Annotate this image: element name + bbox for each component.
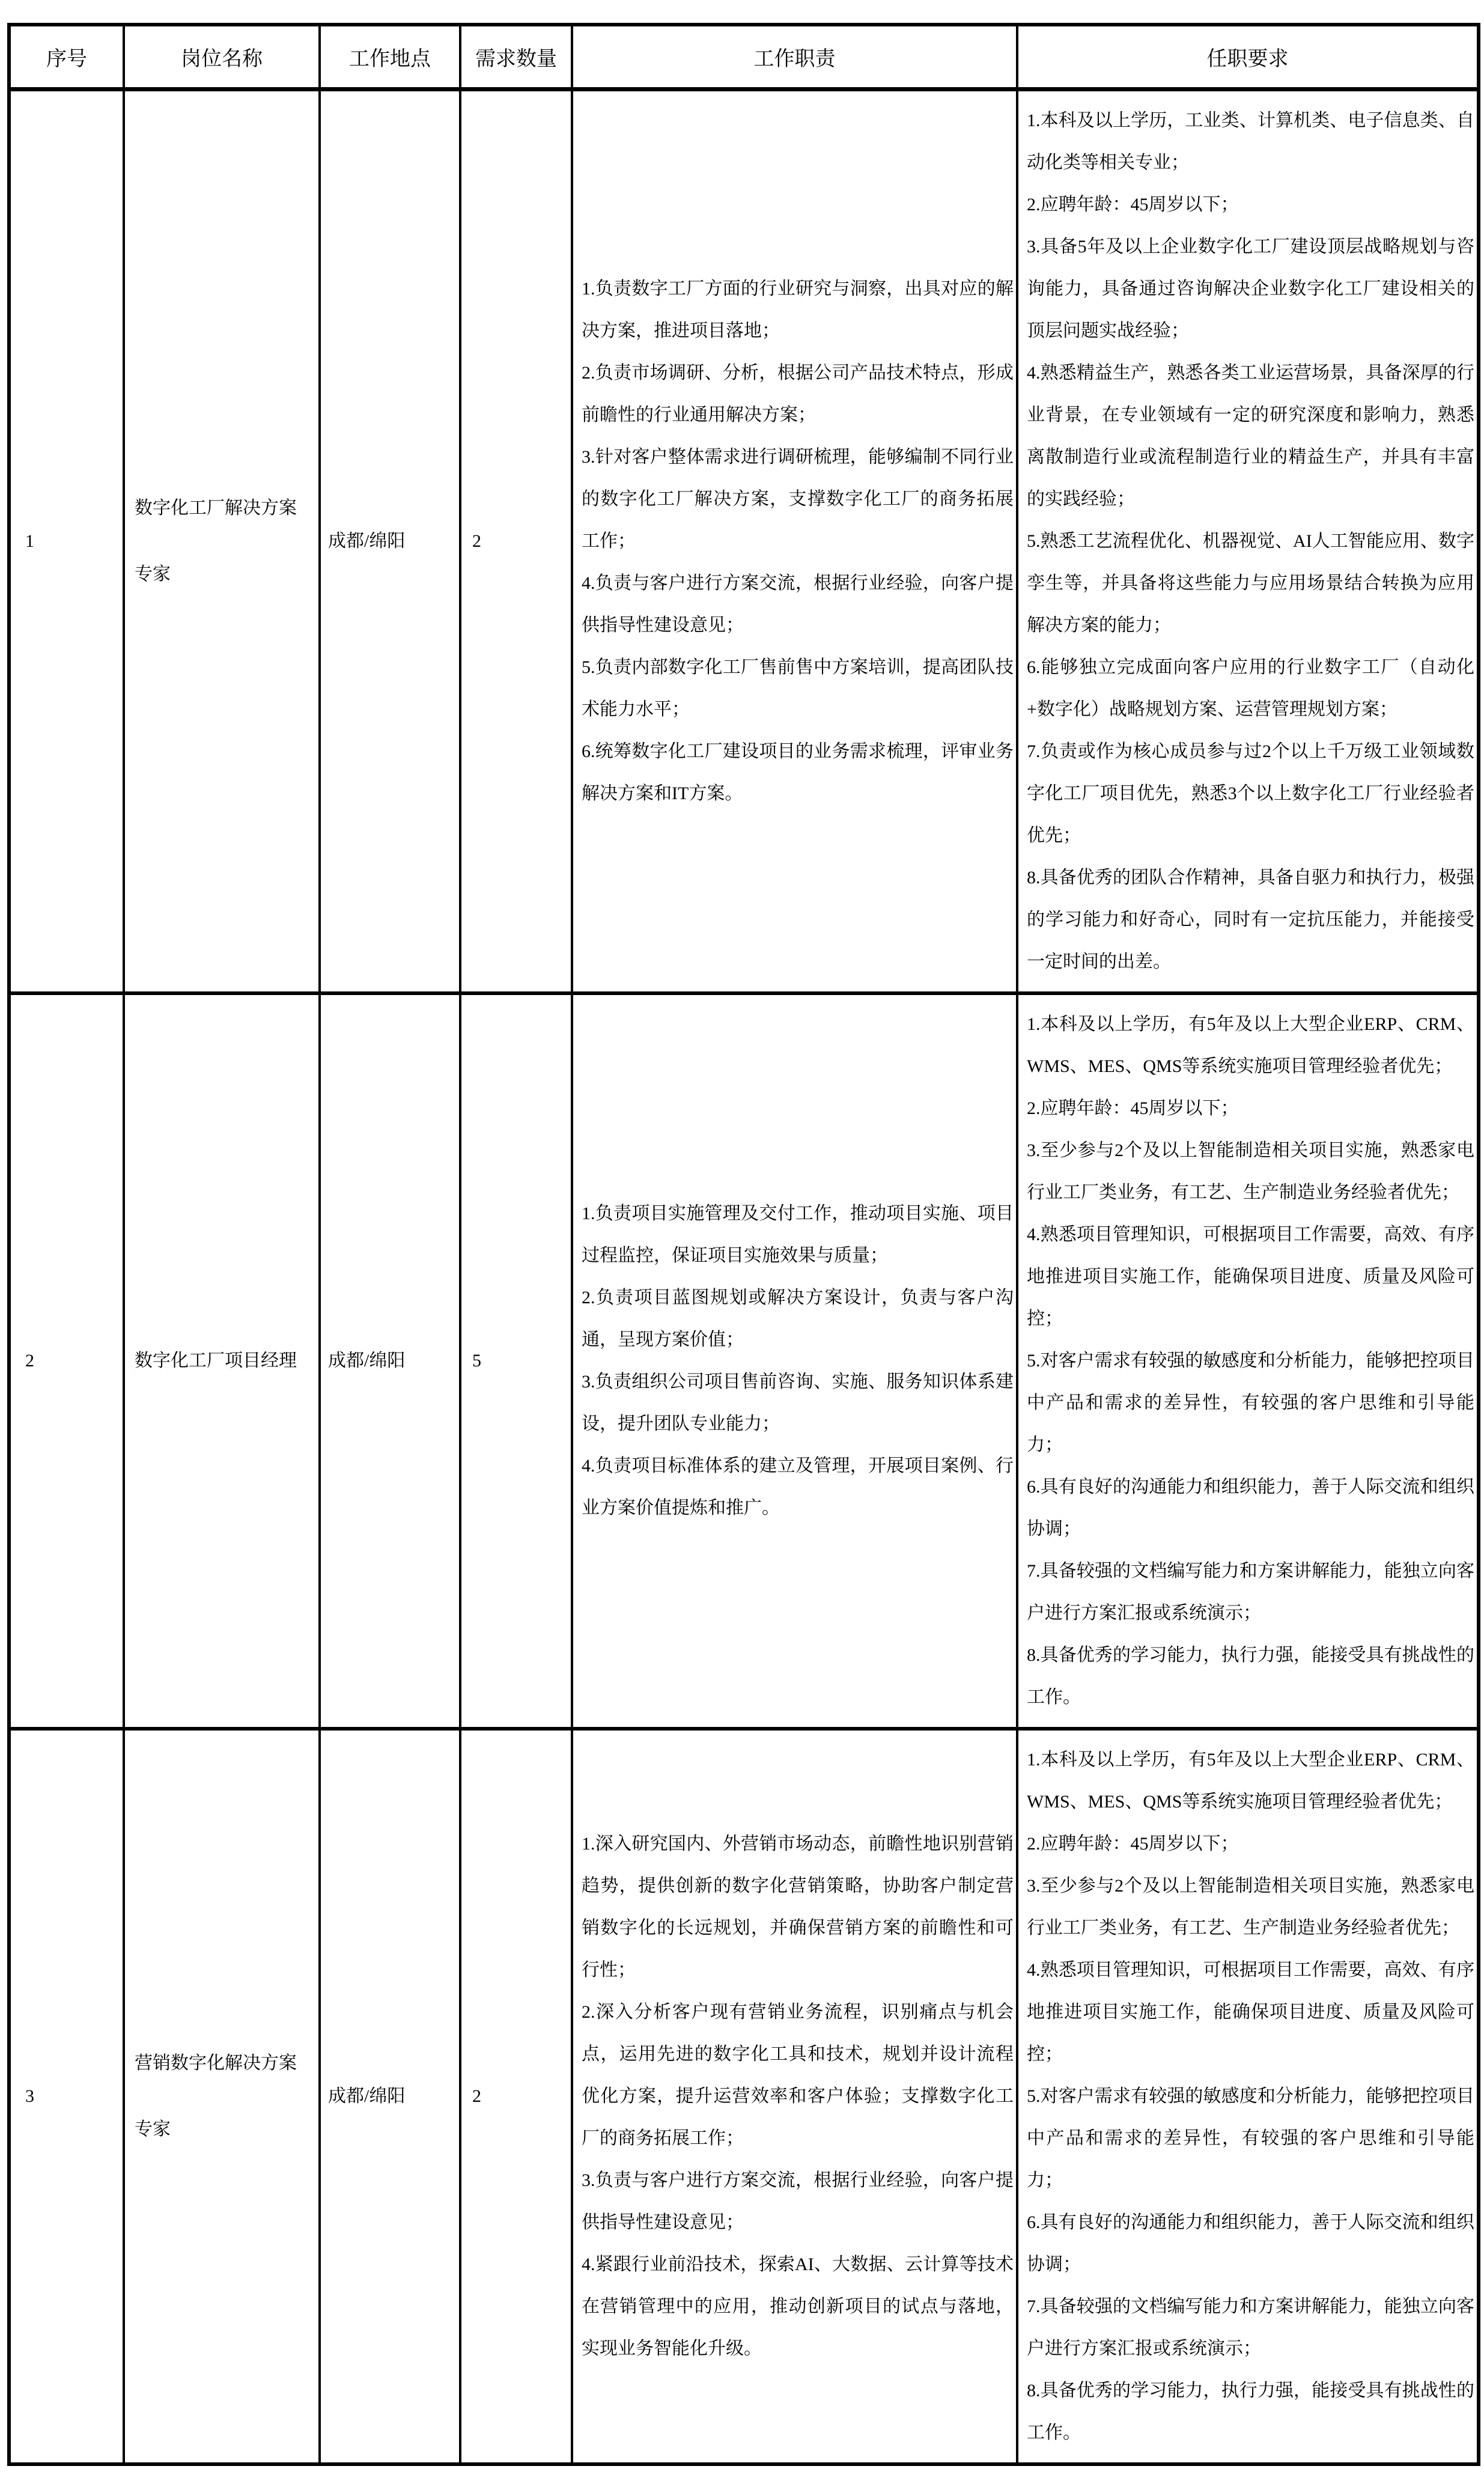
- duty-item: 2.负责市场调研、分析，根据公司产品技术特点，形成前瞻性的行业通用解决方案；: [582, 362, 1014, 425]
- table-row-2: [9, 993, 1479, 1729]
- requirement-item: 4.熟悉精益生产，熟悉各类工业运营场景，具备深厚的行业背景，在专业领域有一定的研究深度和影响力，熟悉离散制造行业或流程制造行业的精益生产，并具有丰富的实践经验；: [1027, 362, 1474, 509]
- cell-serial: 2: [9, 993, 124, 1729]
- requirement-item: 8.具备优秀的团队合作精神，具备自驱力和执行力，极强的学习能力和好奇心，同时有一定抗压能力，并能接受一定时间的出差。: [1027, 867, 1474, 972]
- cell-headcount: 2: [460, 1729, 572, 2464]
- cell-serial: 3: [9, 1729, 124, 2464]
- cell-requirements: [1017, 1729, 1479, 2464]
- requirement-item: 1.本科及以上学历，工业类、计算机类、电子信息类、自动化类等相关专业；: [1027, 110, 1474, 172]
- requirement-item: 1.本科及以上学历，有5年及以上大型企业ERP、CRM、WMS、MES、QMS等系统实施项目管理经验者优先；: [1027, 1014, 1474, 1076]
- duty-item: 4.负责与客户进行方案交流，根据行业经验，向客户提供指导性建设意见；: [582, 573, 1014, 635]
- cell-position: 营销数字化解决方案专家: [124, 1729, 320, 2464]
- cell-duties: [572, 89, 1017, 993]
- requirement-item: 7.具备较强的文档编写能力和方案讲解能力，能独立向客户进行方案汇报或系统演示；: [1027, 1560, 1474, 1623]
- cell-duties: [572, 1729, 1017, 2464]
- requirement-item: 8.具备优秀的学习能力，执行力强，能接受具有挑战性的工作。: [1027, 1645, 1474, 1707]
- duty-item: 2.负责项目蓝图规划或解决方案设计，负责与客户沟通，呈现方案价值；: [582, 1287, 1014, 1350]
- requirement-item: 8.具备优秀的学习能力，执行力强，能接受具有挑战性的工作。: [1027, 2380, 1474, 2443]
- column-header-position: 岗位名称: [124, 25, 320, 89]
- cell-headcount: 2: [460, 89, 572, 993]
- duty-item: 3.负责组织公司项目售前咨询、实施、服务知识体系建设，提升团队专业能力；: [582, 1371, 1014, 1434]
- requirement-item: 4.熟悉项目管理知识，可根据项目工作需要，高效、有序地推进项目实施工作，能确保项目进度、质量及风险可控；: [1027, 1224, 1474, 1329]
- cell-location: 成都/绵阳: [320, 1729, 460, 2464]
- requirement-item: 1.本科及以上学历，有5年及以上大型企业ERP、CRM、WMS、MES、QMS等系统实施项目管理经验者优先；: [1027, 1749, 1474, 1812]
- requirement-item: 2.应聘年龄：45周岁以下；: [1027, 194, 1239, 215]
- cell-duties: [572, 993, 1017, 1729]
- column-header-duties: 工作职责: [572, 25, 1017, 89]
- header-row: [9, 25, 1479, 89]
- requirement-item: 6.具有良好的沟通能力和组织能力，善于人际交流和组织协调；: [1027, 1476, 1474, 1539]
- job-positions-table: [7, 23, 1480, 2466]
- table-row-1: [9, 89, 1479, 993]
- column-header-requirements: 任职要求: [1017, 25, 1479, 89]
- duty-item: 2.深入分析客户现有营销业务流程，识别痛点与机会点，运用先进的数字化工具和技术，规划并设计流程优化方案，提升运营效率和客户体验；支撑数字化工厂的商务拓展工作；: [582, 2002, 1014, 2148]
- duty-item: 6.统筹数字化工厂建设项目的业务需求梳理，评审业务解决方案和IT方案。: [582, 741, 1014, 803]
- cell-requirements: [1017, 89, 1479, 993]
- requirement-item: 5.对客户需求有较强的敏感度和分析能力，能够把控项目中产品和需求的差异性，有较强的客户思维和引导能力；: [1027, 1350, 1474, 1455]
- requirement-item: 3.至少参与2个及以上智能制造相关项目实施，熟悉家电行业工厂类业务，有工艺、生产制造业务经验者优先；: [1027, 1875, 1474, 1938]
- requirement-item: 7.负责或作为核心成员参与过2个以上千万级工业领域数字化工厂项目优先，熟悉3个以上数字化工厂行业经验者优先；: [1027, 741, 1474, 845]
- requirement-item: 2.应聘年龄：45周岁以下；: [1027, 1098, 1239, 1118]
- requirement-item: 3.具备5年及以上企业数字化工厂建设顶层战略规划与咨询能力，具备通过咨询解决企业数字化工厂建设相关的顶层问题实战经验；: [1027, 236, 1474, 341]
- column-header-headcount: 需求数量: [460, 25, 572, 89]
- requirement-item: 6.能够独立完成面向客户应用的行业数字工厂（自动化+数字化）战略规划方案、运营管理规划方案；: [1027, 657, 1474, 719]
- cell-position: 数字化工厂项目经理: [124, 993, 320, 1729]
- duty-item: 1.负责数字工厂方面的行业研究与洞察，出具对应的解决方案，推进项目落地；: [582, 278, 1014, 341]
- cell-serial: 1: [9, 89, 124, 993]
- requirement-item: 2.应聘年龄：45周岁以下；: [1027, 1833, 1239, 1854]
- duty-item: 4.紧跟行业前沿技术，探索AI、大数据、云计算等技术在营销管理中的应用，推动创新项目的试点与落地，实现业务智能化升级。: [582, 2254, 1014, 2358]
- duty-item: 3.针对客户整体需求进行调研梳理，能够编制不同行业的数字化工厂解决方案，支撑数字化工厂的商务拓展工作；: [582, 446, 1014, 551]
- duty-item: 5.负责内部数字化工厂售前售中方案培训，提高团队技术能力水平；: [582, 657, 1014, 719]
- cell-headcount: 5: [460, 993, 572, 1729]
- duty-item: 4.负责项目标准体系的建立及管理，开展项目案例、行业方案价值提炼和推广。: [582, 1455, 1014, 1518]
- column-header-location: 工作地点: [320, 25, 460, 89]
- column-header-serial: 序号: [9, 25, 124, 89]
- requirement-item: 7.具备较强的文档编写能力和方案讲解能力，能独立向客户进行方案汇报或系统演示；: [1027, 2296, 1474, 2358]
- cell-location: 成都/绵阳: [320, 89, 460, 993]
- cell-location: 成都/绵阳: [320, 993, 460, 1729]
- duty-item: 1.负责项目实施管理及交付工作，推动项目实施、项目过程监控，保证项目实施效果与质量；: [582, 1203, 1014, 1265]
- cell-position: 数字化工厂解决方案专家: [124, 89, 320, 993]
- requirement-item: 5.对客户需求有较强的敏感度和分析能力，能够把控项目中产品和需求的差异性，有较强的客户思维和引导能力；: [1027, 2086, 1474, 2190]
- requirement-item: 3.至少参与2个及以上智能制造相关项目实施，熟悉家电行业工厂类业务，有工艺、生产制造业务经验者优先；: [1027, 1140, 1474, 1202]
- cell-requirements: [1017, 993, 1479, 1729]
- duty-item: 1.深入研究国内、外营销市场动态，前瞻性地识别营销趋势，提供创新的数字化营销策略，协助客户制定营销数字化的长远规划，并确保营销方案的前瞻性和可行性；: [582, 1833, 1014, 1980]
- requirement-item: 6.具有良好的沟通能力和组织能力，善于人际交流和组织协调；: [1027, 2212, 1474, 2274]
- table-row-3: [9, 1729, 1479, 2464]
- requirement-item: 4.熟悉项目管理知识，可根据项目工作需要，高效、有序地推进项目实施工作，能确保项目进度、质量及风险可控；: [1027, 1959, 1474, 2064]
- requirement-item: 5.熟悉工艺流程优化、机器视觉、AI人工智能应用、数字孪生等，并具备将这些能力与应用场景结合转换为应用解决方案的能力；: [1027, 531, 1474, 635]
- duty-item: 3.负责与客户进行方案交流，根据行业经验，向客户提供指导性建设意见；: [582, 2170, 1014, 2232]
